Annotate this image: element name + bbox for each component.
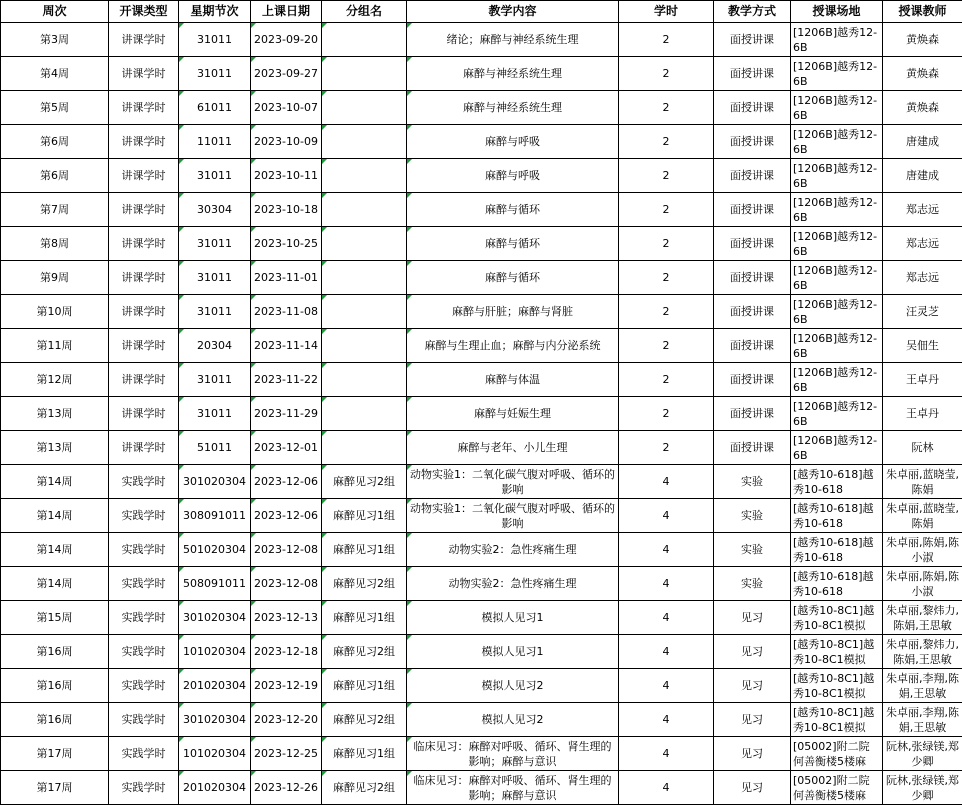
cell-venue: [越秀10-618]越秀10-618 xyxy=(791,533,883,567)
cell-course-type: 讲课学时 xyxy=(109,193,179,227)
table-row xyxy=(1,125,962,159)
cell-teaching-content: 麻醉与神经系统生理 xyxy=(407,57,619,91)
cell-week: 第13周 xyxy=(1,397,109,431)
cell-course-type: 讲课学时 xyxy=(109,295,179,329)
cell-hours: 4 xyxy=(619,465,714,499)
cell-teaching-method: 面授讲课 xyxy=(714,431,791,465)
cell-teaching-method: 面授讲课 xyxy=(714,57,791,91)
cell-venue: [05002]附二院何善衡楼5楼麻 xyxy=(791,771,883,805)
cell-class-date: 2023-10-11 xyxy=(251,159,322,193)
cell-course-type: 讲课学时 xyxy=(109,159,179,193)
cell-teaching-method: 面授讲课 xyxy=(714,193,791,227)
cell-weekday-period: 501020304 xyxy=(179,533,251,567)
cell-course-type: 实践学时 xyxy=(109,533,179,567)
cell-class-date: 2023-12-08 xyxy=(251,533,322,567)
cell-teaching-method: 实验 xyxy=(714,567,791,601)
cell-teacher: 阮林,张绿镁,郑少卿 xyxy=(883,771,962,805)
column-header-teaching-content: 教学内容 xyxy=(407,1,619,23)
cell-teacher: 阮林 xyxy=(883,431,962,465)
table-row xyxy=(1,499,962,533)
cell-week: 第16周 xyxy=(1,703,109,737)
cell-course-type: 实践学时 xyxy=(109,771,179,805)
cell-teacher: 朱卓丽,黎炜力,陈娟,王思敏 xyxy=(883,601,962,635)
cell-week: 第9周 xyxy=(1,261,109,295)
cell-hours: 4 xyxy=(619,567,714,601)
cell-venue: [1206B]越秀12-6B xyxy=(791,329,883,363)
cell-course-type: 讲课学时 xyxy=(109,397,179,431)
cell-weekday-period: 31011 xyxy=(179,227,251,261)
cell-teaching-method: 面授讲课 xyxy=(714,159,791,193)
cell-class-date: 2023-12-25 xyxy=(251,737,322,771)
cell-course-type: 实践学时 xyxy=(109,737,179,771)
cell-group-name: 麻醉见习1组 xyxy=(322,499,407,533)
column-header-weekday-period: 星期节次 xyxy=(179,1,251,23)
cell-week: 第5周 xyxy=(1,91,109,125)
cell-hours: 4 xyxy=(619,669,714,703)
cell-teacher: 唐建成 xyxy=(883,159,962,193)
table-row xyxy=(1,771,962,805)
cell-teaching-method: 见习 xyxy=(714,737,791,771)
cell-weekday-period: 31011 xyxy=(179,397,251,431)
table-row xyxy=(1,57,962,91)
cell-class-date: 2023-11-22 xyxy=(251,363,322,397)
cell-teaching-method: 面授讲课 xyxy=(714,295,791,329)
cell-teacher: 郑志远 xyxy=(883,227,962,261)
cell-course-type: 讲课学时 xyxy=(109,23,179,57)
cell-teacher: 黄焕森 xyxy=(883,91,962,125)
cell-teaching-content: 麻醉与神经系统生理 xyxy=(407,91,619,125)
cell-class-date: 2023-10-18 xyxy=(251,193,322,227)
cell-week: 第16周 xyxy=(1,669,109,703)
cell-week: 第15周 xyxy=(1,601,109,635)
cell-class-date: 2023-12-18 xyxy=(251,635,322,669)
cell-teaching-method: 实验 xyxy=(714,533,791,567)
cell-group-name xyxy=(322,193,407,227)
table-row xyxy=(1,227,962,261)
cell-teaching-content: 模拟人见习1 xyxy=(407,601,619,635)
cell-course-type: 实践学时 xyxy=(109,465,179,499)
table-row xyxy=(1,737,962,771)
cell-week: 第17周 xyxy=(1,771,109,805)
cell-teaching-content: 麻醉与循环 xyxy=(407,193,619,227)
table-row xyxy=(1,669,962,703)
cell-weekday-period: 31011 xyxy=(179,23,251,57)
table-row xyxy=(1,295,962,329)
cell-teaching-method: 实验 xyxy=(714,499,791,533)
cell-course-type: 实践学时 xyxy=(109,601,179,635)
table-row xyxy=(1,261,962,295)
table-row xyxy=(1,363,962,397)
cell-course-type: 实践学时 xyxy=(109,703,179,737)
cell-class-date: 2023-12-01 xyxy=(251,431,322,465)
cell-hours: 2 xyxy=(619,397,714,431)
table-row xyxy=(1,703,962,737)
cell-teaching-content: 麻醉与体温 xyxy=(407,363,619,397)
cell-hours: 4 xyxy=(619,635,714,669)
cell-course-type: 讲课学时 xyxy=(109,431,179,465)
cell-venue: [1206B]越秀12-6B xyxy=(791,159,883,193)
cell-class-date: 2023-10-09 xyxy=(251,125,322,159)
cell-hours: 2 xyxy=(619,227,714,261)
cell-teaching-content: 模拟人见习2 xyxy=(407,669,619,703)
cell-teacher: 王卓丹 xyxy=(883,363,962,397)
cell-course-type: 实践学时 xyxy=(109,499,179,533)
cell-weekday-period: 301020304 xyxy=(179,703,251,737)
cell-class-date: 2023-11-29 xyxy=(251,397,322,431)
cell-teaching-content: 麻醉与呼吸 xyxy=(407,125,619,159)
cell-week: 第14周 xyxy=(1,567,109,601)
cell-group-name xyxy=(322,329,407,363)
cell-course-type: 讲课学时 xyxy=(109,363,179,397)
cell-weekday-period: 30304 xyxy=(179,193,251,227)
cell-teaching-method: 面授讲课 xyxy=(714,227,791,261)
cell-venue: [越秀10-8C1]越秀10-8C1模拟 xyxy=(791,669,883,703)
cell-week: 第14周 xyxy=(1,499,109,533)
cell-hours: 2 xyxy=(619,363,714,397)
cell-venue: [1206B]越秀12-6B xyxy=(791,397,883,431)
cell-teacher: 唐建成 xyxy=(883,125,962,159)
cell-hours: 2 xyxy=(619,329,714,363)
cell-group-name xyxy=(322,397,407,431)
cell-venue: [越秀10-8C1]越秀10-8C1模拟 xyxy=(791,703,883,737)
cell-group-name: 麻醉见习1组 xyxy=(322,533,407,567)
cell-teaching-method: 面授讲课 xyxy=(714,91,791,125)
cell-teaching-method: 面授讲课 xyxy=(714,125,791,159)
cell-venue: [1206B]越秀12-6B xyxy=(791,23,883,57)
cell-venue: [越秀10-8C1]越秀10-8C1模拟 xyxy=(791,601,883,635)
cell-venue: [1206B]越秀12-6B xyxy=(791,227,883,261)
column-header-hours: 学时 xyxy=(619,1,714,23)
cell-group-name: 麻醉见习1组 xyxy=(322,669,407,703)
cell-course-type: 讲课学时 xyxy=(109,91,179,125)
cell-week: 第6周 xyxy=(1,125,109,159)
cell-course-type: 讲课学时 xyxy=(109,125,179,159)
cell-group-name xyxy=(322,431,407,465)
cell-weekday-period: 51011 xyxy=(179,431,251,465)
cell-group-name xyxy=(322,159,407,193)
cell-group-name xyxy=(322,363,407,397)
cell-teacher: 吴佃生 xyxy=(883,329,962,363)
cell-teacher: 黄焕森 xyxy=(883,23,962,57)
cell-week: 第17周 xyxy=(1,737,109,771)
cell-course-type: 实践学时 xyxy=(109,567,179,601)
cell-teacher: 郑志远 xyxy=(883,261,962,295)
cell-teacher: 朱卓丽,李翔,陈娟,王思敏 xyxy=(883,669,962,703)
table-row xyxy=(1,601,962,635)
cell-week: 第6周 xyxy=(1,159,109,193)
cell-teaching-method: 见习 xyxy=(714,771,791,805)
cell-weekday-period: 31011 xyxy=(179,295,251,329)
cell-venue: [1206B]越秀12-6B xyxy=(791,295,883,329)
cell-weekday-period: 101020304 xyxy=(179,635,251,669)
cell-group-name xyxy=(322,227,407,261)
cell-weekday-period: 201020304 xyxy=(179,669,251,703)
cell-weekday-period: 101020304 xyxy=(179,737,251,771)
cell-teaching-content: 临床见习：麻醉对呼吸、循环、肾生理的影响；麻醉与意识 xyxy=(407,737,619,771)
cell-teaching-method: 见习 xyxy=(714,669,791,703)
cell-weekday-period: 61011 xyxy=(179,91,251,125)
cell-weekday-period: 31011 xyxy=(179,363,251,397)
cell-teaching-content: 动物实验1：二氧化碳气腹对呼吸、循环的影响 xyxy=(407,465,619,499)
cell-class-date: 2023-12-20 xyxy=(251,703,322,737)
cell-class-date: 2023-11-01 xyxy=(251,261,322,295)
cell-group-name: 麻醉见习2组 xyxy=(322,465,407,499)
column-header-venue: 授课场地 xyxy=(791,1,883,23)
cell-course-type: 实践学时 xyxy=(109,635,179,669)
cell-venue: [1206B]越秀12-6B xyxy=(791,363,883,397)
cell-class-date: 2023-11-08 xyxy=(251,295,322,329)
cell-hours: 2 xyxy=(619,23,714,57)
cell-group-name: 麻醉见习1组 xyxy=(322,737,407,771)
cell-group-name: 麻醉见习2组 xyxy=(322,567,407,601)
cell-class-date: 2023-09-27 xyxy=(251,57,322,91)
cell-teaching-method: 面授讲课 xyxy=(714,329,791,363)
cell-week: 第14周 xyxy=(1,465,109,499)
cell-weekday-period: 11011 xyxy=(179,125,251,159)
cell-teaching-method: 面授讲课 xyxy=(714,261,791,295)
cell-hours: 2 xyxy=(619,91,714,125)
column-header-teaching-method: 教学方式 xyxy=(714,1,791,23)
cell-hours: 2 xyxy=(619,295,714,329)
cell-hours: 2 xyxy=(619,261,714,295)
cell-teaching-method: 见习 xyxy=(714,601,791,635)
cell-teaching-content: 麻醉与肝脏；麻醉与肾脏 xyxy=(407,295,619,329)
cell-week: 第13周 xyxy=(1,431,109,465)
cell-venue: [越秀10-618]越秀10-618 xyxy=(791,499,883,533)
table-row xyxy=(1,159,962,193)
column-header-week: 周次 xyxy=(1,1,109,23)
cell-teacher: 黄焕森 xyxy=(883,57,962,91)
cell-group-name xyxy=(322,295,407,329)
table-row xyxy=(1,635,962,669)
cell-class-date: 2023-09-20 xyxy=(251,23,322,57)
cell-teaching-method: 见习 xyxy=(714,635,791,669)
cell-weekday-period: 31011 xyxy=(179,57,251,91)
column-header-teacher: 授课教师 xyxy=(883,1,962,23)
cell-group-name xyxy=(322,91,407,125)
cell-teacher: 汪灵芝 xyxy=(883,295,962,329)
cell-group-name: 麻醉见习1组 xyxy=(322,601,407,635)
cell-teacher: 朱卓丽,陈娟,陈小淑 xyxy=(883,533,962,567)
cell-week: 第14周 xyxy=(1,533,109,567)
cell-weekday-period: 308091011 xyxy=(179,499,251,533)
cell-teacher: 朱卓丽,蓝晓莹,陈娟 xyxy=(883,499,962,533)
cell-week: 第12周 xyxy=(1,363,109,397)
cell-weekday-period: 31011 xyxy=(179,261,251,295)
cell-week: 第4周 xyxy=(1,57,109,91)
cell-group-name xyxy=(322,23,407,57)
cell-hours: 4 xyxy=(619,499,714,533)
table-row xyxy=(1,397,962,431)
cell-venue: [1206B]越秀12-6B xyxy=(791,193,883,227)
cell-course-type: 讲课学时 xyxy=(109,57,179,91)
cell-teaching-content: 模拟人见习2 xyxy=(407,703,619,737)
cell-teaching-content: 麻醉与妊娠生理 xyxy=(407,397,619,431)
cell-venue: [越秀10-618]越秀10-618 xyxy=(791,567,883,601)
cell-weekday-period: 301020304 xyxy=(179,465,251,499)
cell-hours: 4 xyxy=(619,533,714,567)
cell-course-type: 讲课学时 xyxy=(109,329,179,363)
cell-teaching-content: 麻醉与循环 xyxy=(407,261,619,295)
cell-course-type: 讲课学时 xyxy=(109,261,179,295)
cell-teaching-content: 麻醉与循环 xyxy=(407,227,619,261)
cell-weekday-period: 508091011 xyxy=(179,567,251,601)
cell-teaching-content: 动物实验2：急性疼痛生理 xyxy=(407,567,619,601)
cell-weekday-period: 201020304 xyxy=(179,771,251,805)
cell-group-name: 麻醉见习2组 xyxy=(322,703,407,737)
cell-group-name xyxy=(322,125,407,159)
table-header xyxy=(1,1,962,23)
cell-hours: 2 xyxy=(619,57,714,91)
column-header-group-name: 分组名 xyxy=(322,1,407,23)
table-row xyxy=(1,567,962,601)
cell-week: 第8周 xyxy=(1,227,109,261)
cell-venue: [1206B]越秀12-6B xyxy=(791,261,883,295)
cell-teaching-content: 临床见习：麻醉对呼吸、循环、肾生理的影响；麻醉与意识 xyxy=(407,771,619,805)
cell-venue: [越秀10-8C1]越秀10-8C1模拟 xyxy=(791,635,883,669)
cell-teaching-content: 麻醉与呼吸 xyxy=(407,159,619,193)
cell-class-date: 2023-12-19 xyxy=(251,669,322,703)
cell-weekday-period: 301020304 xyxy=(179,601,251,635)
cell-venue: [越秀10-618]越秀10-618 xyxy=(791,465,883,499)
table-row xyxy=(1,533,962,567)
cell-teaching-method: 面授讲课 xyxy=(714,23,791,57)
table-row xyxy=(1,193,962,227)
cell-class-date: 2023-11-14 xyxy=(251,329,322,363)
cell-teaching-content: 麻醉与生理止血；麻醉与内分泌系统 xyxy=(407,329,619,363)
cell-venue: [05002]附二院何善衡楼5楼麻 xyxy=(791,737,883,771)
cell-teacher: 王卓丹 xyxy=(883,397,962,431)
cell-class-date: 2023-12-06 xyxy=(251,465,322,499)
cell-hours: 4 xyxy=(619,703,714,737)
cell-hours: 4 xyxy=(619,737,714,771)
cell-teacher: 郑志远 xyxy=(883,193,962,227)
cell-venue: [1206B]越秀12-6B xyxy=(791,125,883,159)
table-row xyxy=(1,23,962,57)
table-row xyxy=(1,431,962,465)
cell-hours: 4 xyxy=(619,771,714,805)
cell-venue: [1206B]越秀12-6B xyxy=(791,91,883,125)
cell-teaching-method: 面授讲课 xyxy=(714,397,791,431)
cell-hours: 4 xyxy=(619,601,714,635)
cell-teaching-method: 见习 xyxy=(714,703,791,737)
cell-teacher: 朱卓丽,李翔,陈娟,王思敏 xyxy=(883,703,962,737)
cell-venue: [1206B]越秀12-6B xyxy=(791,431,883,465)
cell-class-date: 2023-12-26 xyxy=(251,771,322,805)
cell-class-date: 2023-12-13 xyxy=(251,601,322,635)
cell-group-name xyxy=(322,261,407,295)
cell-weekday-period: 31011 xyxy=(179,159,251,193)
cell-teacher: 朱卓丽,黎炜力,陈娟,王思敏 xyxy=(883,635,962,669)
cell-group-name: 麻醉见习2组 xyxy=(322,635,407,669)
cell-teaching-content: 模拟人见习1 xyxy=(407,635,619,669)
cell-week: 第16周 xyxy=(1,635,109,669)
cell-hours: 2 xyxy=(619,125,714,159)
column-header-class-date: 上课日期 xyxy=(251,1,322,23)
cell-course-type: 实践学时 xyxy=(109,669,179,703)
cell-hours: 2 xyxy=(619,193,714,227)
cell-class-date: 2023-12-08 xyxy=(251,567,322,601)
table-row xyxy=(1,465,962,499)
cell-teaching-content: 动物实验1：二氧化碳气腹对呼吸、循环的影响 xyxy=(407,499,619,533)
cell-teacher: 阮林,张绿镁,郑少卿 xyxy=(883,737,962,771)
cell-teaching-method: 实验 xyxy=(714,465,791,499)
cell-week: 第7周 xyxy=(1,193,109,227)
cell-weekday-period: 20304 xyxy=(179,329,251,363)
cell-hours: 2 xyxy=(619,159,714,193)
cell-teaching-content: 麻醉与老年、小儿生理 xyxy=(407,431,619,465)
cell-hours: 2 xyxy=(619,431,714,465)
column-header-course-type: 开课类型 xyxy=(109,1,179,23)
cell-teaching-content: 动物实验2：急性疼痛生理 xyxy=(407,533,619,567)
cell-class-date: 2023-10-25 xyxy=(251,227,322,261)
cell-week: 第3周 xyxy=(1,23,109,57)
cell-week: 第10周 xyxy=(1,295,109,329)
table-body xyxy=(1,23,962,805)
cell-teaching-content: 绪论；麻醉与神经系统生理 xyxy=(407,23,619,57)
cell-group-name xyxy=(322,57,407,91)
cell-teaching-method: 面授讲课 xyxy=(714,363,791,397)
cell-week: 第11周 xyxy=(1,329,109,363)
cell-course-type: 讲课学时 xyxy=(109,227,179,261)
table-row xyxy=(1,91,962,125)
cell-teacher: 朱卓丽,陈娟,陈小淑 xyxy=(883,567,962,601)
cell-venue: [1206B]越秀12-6B xyxy=(791,57,883,91)
cell-class-date: 2023-10-07 xyxy=(251,91,322,125)
cell-group-name: 麻醉见习2组 xyxy=(322,771,407,805)
cell-teacher: 朱卓丽,蓝晓莹,陈娟 xyxy=(883,465,962,499)
table-row xyxy=(1,329,962,363)
cell-class-date: 2023-12-06 xyxy=(251,499,322,533)
